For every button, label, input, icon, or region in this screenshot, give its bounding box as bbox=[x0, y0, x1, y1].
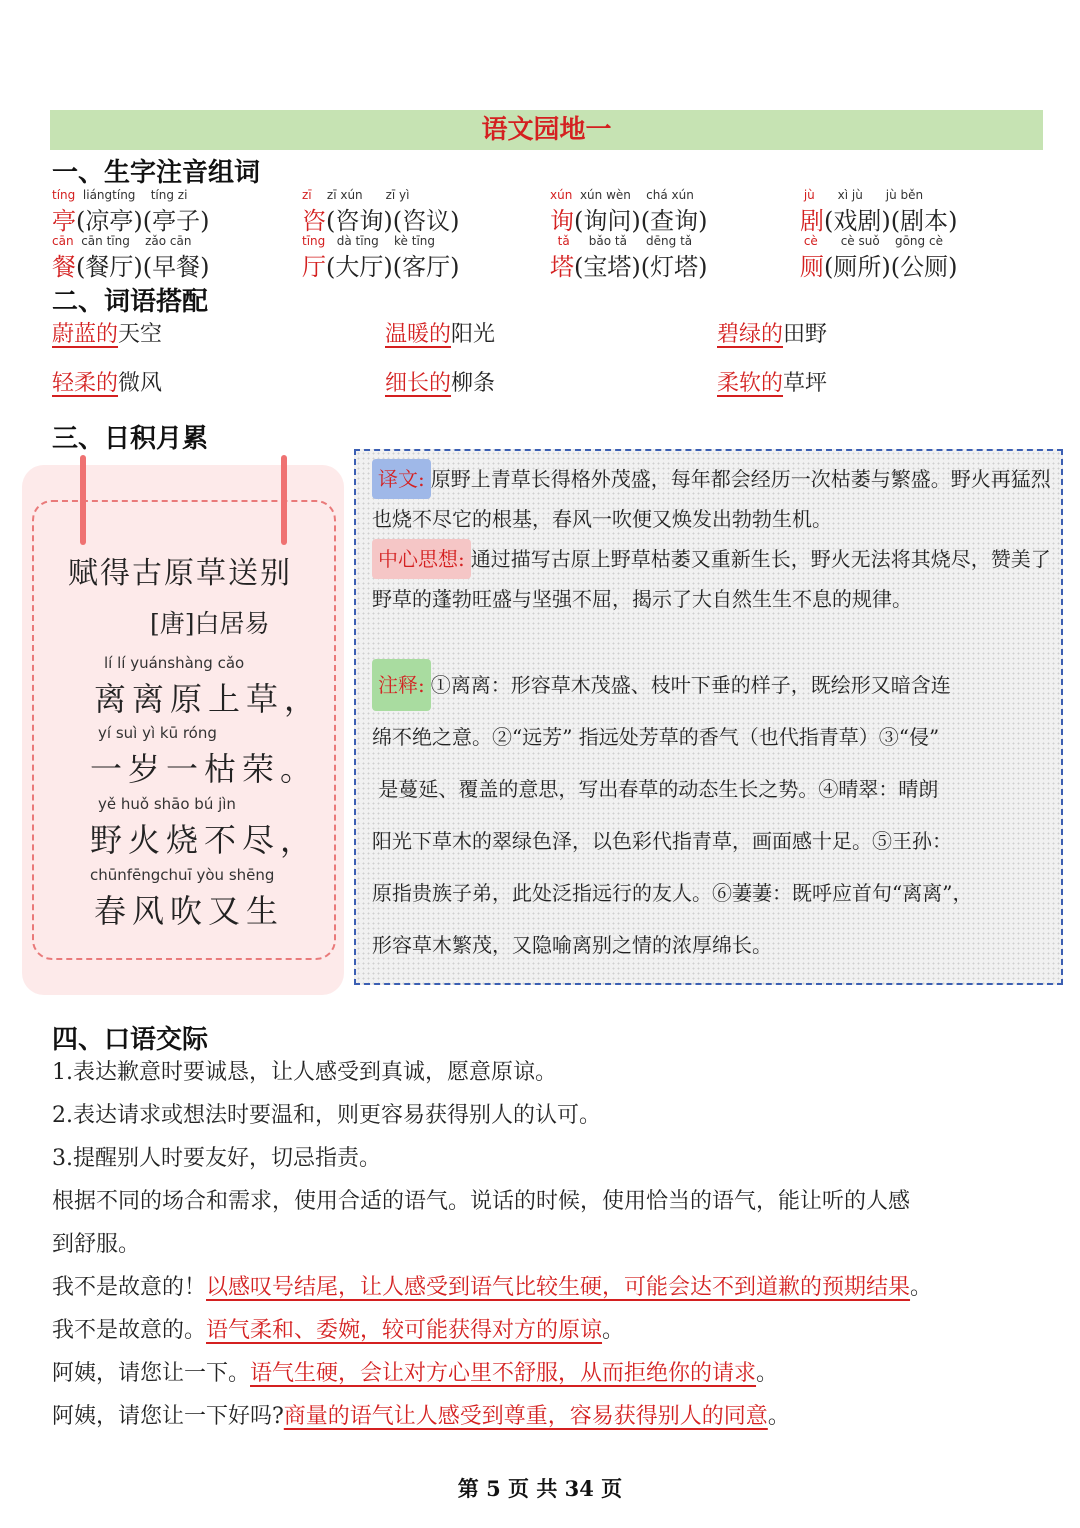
poem-line: chūnfēngchuī yòu shēng 春风吹又生 bbox=[90, 866, 285, 930]
page-title: 语文园地一 bbox=[481, 115, 612, 145]
char-item: tīng dà tīng kè tīng 厅(大厅)(客厅) bbox=[302, 234, 542, 282]
word-pair: 细长的柳条 bbox=[385, 371, 496, 396]
oral-line: 根据不同的场合和需求，使用合适的语气。说话的时候，使用恰当的语气，能让听的人感 bbox=[52, 1189, 911, 1214]
oral-line: 阿姨，请您让一下。语气生硬，会让对方心里不舒服，从而拒绝你的请求。 bbox=[52, 1361, 779, 1386]
poem-author: [唐]白居易 bbox=[150, 609, 270, 638]
char-highlight: 厅 bbox=[302, 253, 326, 281]
char-item: cè cè suǒ gōng cè 厕(厕所)(公厕) bbox=[800, 234, 1040, 282]
annotation-label: 注释: bbox=[372, 659, 431, 711]
oral-line: 我不是故意的。语气柔和、委婉，较可能获得对方的原谅。 bbox=[52, 1318, 625, 1343]
char-item: tǎ bǎo tǎ dēng tǎ 塔(宝塔)(灯塔) bbox=[550, 234, 790, 282]
poem-line: yí suì yì kū róng 一岁一枯荣。 bbox=[90, 724, 319, 788]
pinyin-row: tíng liángtíng tíng zi bbox=[52, 188, 188, 202]
section-2-heading: 二、词语搭配 bbox=[52, 287, 209, 317]
pinyin-row: zī zī xún zī yì bbox=[302, 188, 410, 202]
page-number: 第 5 页 共 34 页 bbox=[457, 1476, 623, 1501]
char-item: cān cān tīng zǎo cān 餐(餐厅)(早餐) bbox=[52, 234, 292, 282]
translation-label: 译文: bbox=[372, 459, 431, 499]
annotation-paragraph: 注释: ①离离：形容草木茂盛、枝叶下垂的样子，既绘形又暗含连 绵不绝之意。②“远芳” 指远处芳草的香气（也代指青草）③“侵” 是蔓延、覆盖的意思，写出春草的动态生长之势。④晴翠：晴朗 阳光下草木的翠绿色泽，以色彩代指青草，画面感十足。⑤王孙： 原指贵族子弟，此处泛指远行的友人。⑥萋萋：既呼应首句“离离”， 形容草木繁茂，又隐喻离别之情的浓厚绵长。 bbox=[372, 659, 1054, 971]
oral-line: 阿姨，请您让一下好吗?商量的语气让人感受到尊重，容易获得别人的同意。 bbox=[52, 1404, 790, 1429]
translation-paragraph: 译文: 原野上青草长得格外茂盛，每年都会经历一次枯萎与繁盛。野火再猛烈也烧不尽它的根基，春风一吹便又焕发出勃勃生机。 bbox=[372, 459, 1054, 539]
pinyin-row: jù xì jù jù běn bbox=[803, 188, 924, 202]
pinyin-row: tīng dà tīng kè tīng bbox=[302, 234, 436, 248]
char-highlight: 咨 bbox=[302, 207, 326, 235]
pinyin-row: xún xún wèn chá xún bbox=[550, 188, 694, 202]
oral-line: 2.表达请求或想法时要温和，则更容易获得别人的认可。 bbox=[52, 1103, 601, 1128]
word-pair: 碧绿的田野 bbox=[717, 322, 828, 347]
theme-label: 中心思想: bbox=[372, 539, 471, 579]
pinyin-row: tǎ bǎo tǎ dēng tǎ bbox=[557, 234, 693, 248]
oral-line: 3.提醒别人时要友好，切忌指责。 bbox=[52, 1146, 381, 1171]
oral-line: 我不是故意的！以感叹号结尾，让人感受到语气比较生硬，可能会达不到道歉的预期结果。 bbox=[52, 1275, 933, 1300]
section-4-heading: 四、口语交际 bbox=[52, 1025, 209, 1055]
binder-ring-left bbox=[80, 455, 86, 545]
word-pair: 温暖的阳光 bbox=[385, 322, 496, 347]
char-highlight: 亭 bbox=[52, 207, 76, 235]
word-pair: 轻柔的微风 bbox=[52, 371, 163, 396]
theme-paragraph: 中心思想: 通过描写古原上野草枯萎又重新生长，野火无法将其烧尽，赞美了野草的蓬勃旺盛与坚强不屈，揭示了大自然生生不息的规律。 bbox=[372, 539, 1054, 619]
page-title-bar bbox=[50, 110, 1043, 150]
section-1-heading: 一、生字注音组词 bbox=[52, 158, 261, 188]
poem-line: yě huǒ shāo bú jìn 野火烧不尽， bbox=[90, 795, 319, 859]
char-highlight: 厕 bbox=[800, 253, 824, 281]
pinyin-row: cè cè suǒ gōng cè bbox=[803, 234, 943, 248]
notes-box bbox=[354, 449, 1063, 985]
word-pair: 蔚蓝的天空 bbox=[52, 322, 163, 347]
binder-ring-right bbox=[281, 455, 287, 545]
word-pair: 柔软的草坪 bbox=[717, 371, 828, 396]
char-highlight: 塔 bbox=[550, 253, 574, 281]
oral-line: 到舒服。 bbox=[52, 1232, 141, 1257]
oral-line: 1.表达歉意时要诚恳，让人感受到真诚，愿意原谅。 bbox=[52, 1060, 557, 1085]
char-item: tíng liángtíng tíng zi 亭(凉亭)(亭子) bbox=[52, 188, 292, 236]
char-highlight: 询 bbox=[550, 207, 574, 235]
char-highlight: 餐 bbox=[52, 253, 76, 281]
section-3-heading: 三、日积月累 bbox=[52, 424, 209, 454]
char-item: zī zī xún zī yì 咨(咨询)(咨议) bbox=[302, 188, 542, 236]
poem-line: lí lí yuánshàng cǎo 离离原上草， bbox=[94, 654, 323, 718]
char-highlight: 剧 bbox=[800, 207, 824, 235]
poem-title: 赋得古原草送别 bbox=[68, 556, 292, 591]
pinyin-row: cān cān tīng zǎo cān bbox=[52, 234, 192, 248]
char-item: jù xì jù jù běn 剧(戏剧)(剧本) bbox=[800, 188, 1040, 236]
char-item: xún xún wèn chá xún 询(询问)(查询) bbox=[550, 188, 790, 236]
